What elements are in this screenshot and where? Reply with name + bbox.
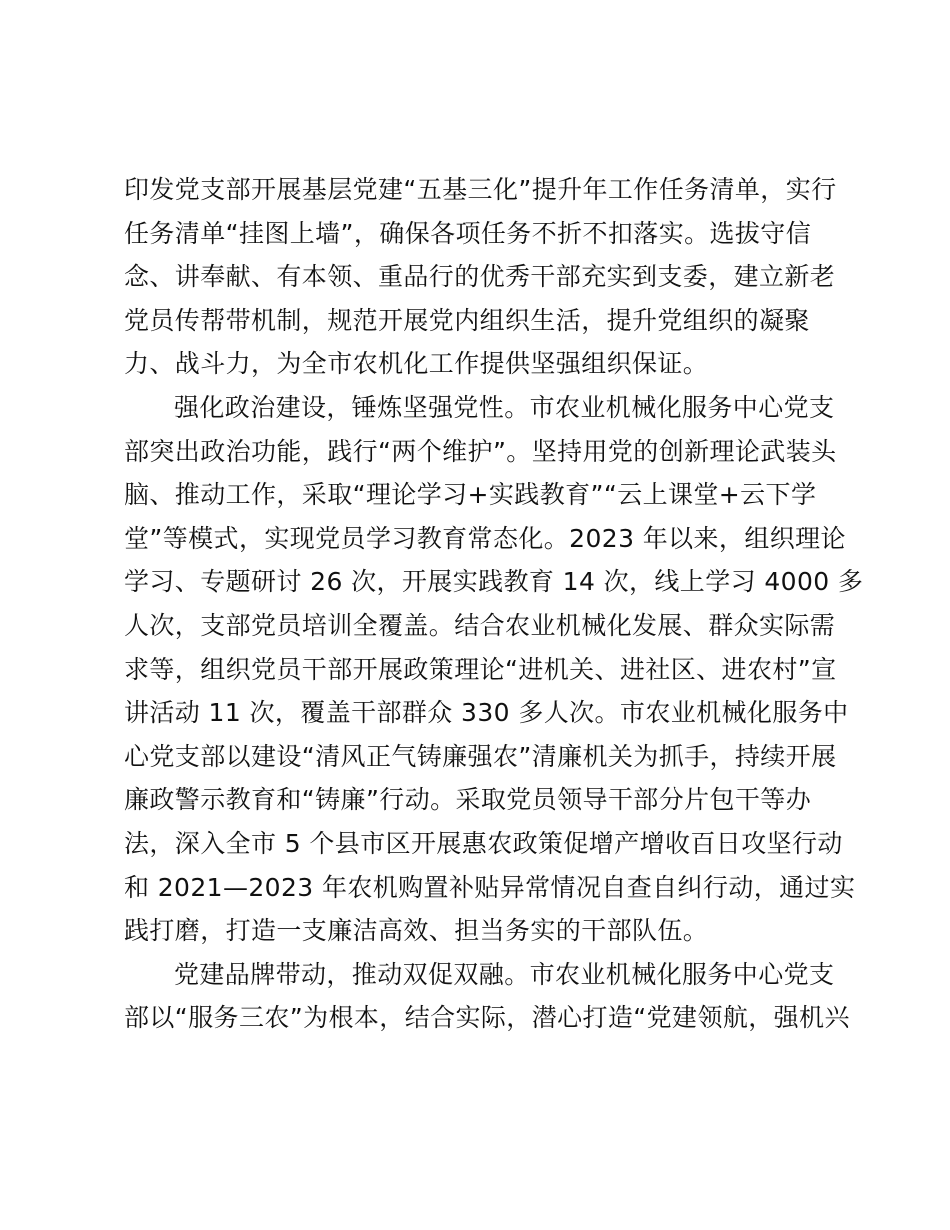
text-line: 学习、专题研讨 26 次，开展实践教育 14 次，线上学习 4000 多 [124, 567, 864, 597]
text-line: 廉政警示教育和“铸廉”行动。采取党员领导干部分片包干等办 [124, 785, 812, 815]
text-line: 脑、推动工作，采取“理论学习+实践教育”“云上课堂+云下学 [124, 480, 817, 510]
paragraph-start-line: 强化政治建设，锤炼坚强党性。市农业机械化服务中心党支 [174, 392, 835, 422]
text-line: 讲活动 11 次，覆盖干部群众 330 多人次。市农业机械化服务中 [124, 698, 849, 728]
text-line: 法，深入全市 5 个县市区开展惠农政策促增产增收百日攻坚行动 [124, 828, 843, 858]
text-line: 求等，组织党员干部开展政策理论“进机关、进社区、进农村”宣 [124, 654, 837, 684]
body-text [124, 168, 864, 1040]
text-line: 任务清单“挂图上墙”，确保各项任务不折不扣落实。选拔守信 [124, 218, 812, 248]
text-line: 党员传帮带机制，规范开展党内组织生活，提升党组织的凝聚 [124, 305, 810, 335]
paragraph-start-line: 党建品牌带动，推动双促双融。市农业机械化服务中心党支 [174, 959, 835, 989]
text-line: 部以“服务三农”为根本，结合实际，潜心打造“党建领航，强机兴 [124, 1003, 850, 1033]
text-line: 堂”等模式，实现党员学习教育常态化。2023 年以来，组织理论 [124, 523, 846, 553]
text-line: 和 2021—2023 年农机购置补贴异常情况自查自纠行动，通过实 [124, 872, 856, 902]
text-line: 念、讲奉献、有本领、重品行的优秀干部充实到支委，建立新老 [124, 262, 836, 292]
text-line: 心党支部以建设“清风正气铸廉强农”清廉机关为抓手，持续开展 [124, 741, 837, 771]
text-line: 力、战斗力，为全市农机化工作提供坚强组织保证。 [124, 349, 709, 379]
text-line: 部突出政治功能，践行“两个维护”。坚持用党的创新理论武装头 [124, 436, 837, 466]
text-line: 印发党支部开展基层党建“五基三化”提升年工作任务清单，实行 [124, 175, 837, 204]
text-line: 践打磨，打造一支廉洁高效、担当务实的干部队伍。 [124, 916, 709, 946]
text-line: 人次，支部党员培训全覆盖。结合农业机械化发展、群众实际需 [124, 610, 836, 640]
